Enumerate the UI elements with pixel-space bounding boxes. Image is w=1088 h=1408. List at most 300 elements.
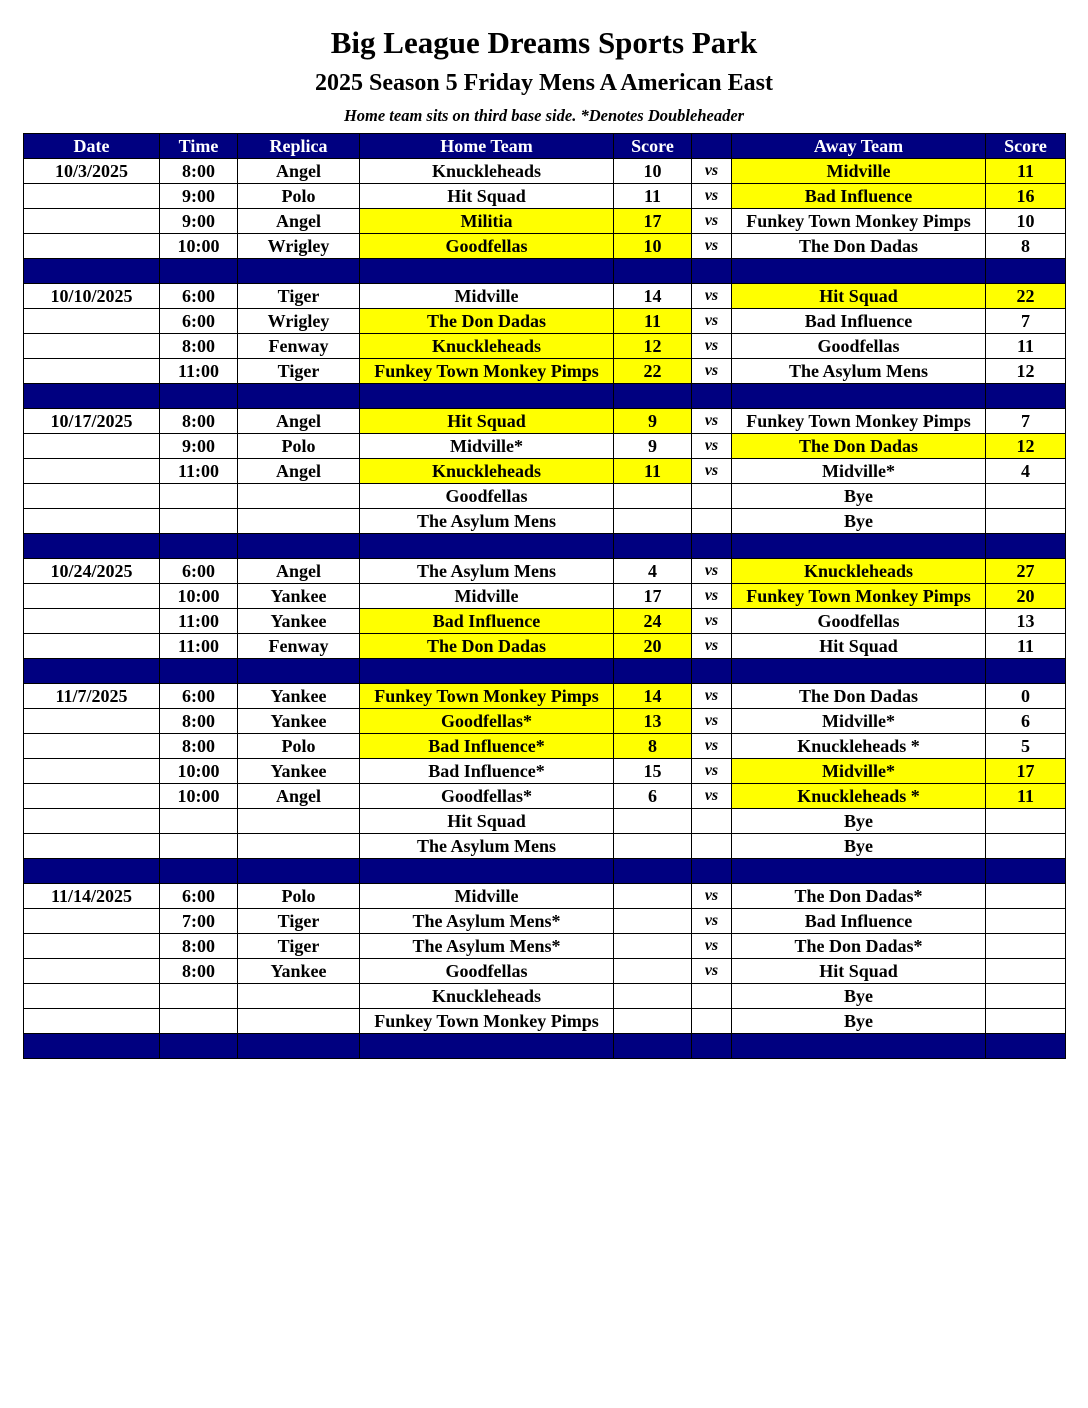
away-team-cell: The Asylum Mens [732, 359, 986, 384]
table-row [24, 759, 1066, 784]
table-row [24, 909, 1066, 934]
time-cell: 10:00 [160, 759, 238, 784]
away-score-cell [986, 984, 1066, 1009]
separator-cell [160, 659, 238, 684]
replica-cell [238, 484, 360, 509]
replica-cell: Angel [238, 459, 360, 484]
replica-cell: Tiger [238, 359, 360, 384]
replica-cell: Fenway [238, 634, 360, 659]
away-score-cell [986, 959, 1066, 984]
vs-cell: vs [692, 334, 732, 359]
date-cell [24, 434, 160, 459]
separator-cell [986, 384, 1066, 409]
home-team-cell: Midville [360, 284, 614, 309]
home-team-cell: Hit Squad [360, 809, 614, 834]
home-team-cell: The Don Dadas [360, 634, 614, 659]
time-cell: 11:00 [160, 609, 238, 634]
week-separator-row [24, 859, 1066, 884]
date-cell [24, 709, 160, 734]
home-team-cell: Knuckleheads [360, 459, 614, 484]
home-team-cell: Hit Squad [360, 409, 614, 434]
away-team-cell: The Don Dadas [732, 234, 986, 259]
away-score-cell [986, 809, 1066, 834]
vs-cell: vs [692, 284, 732, 309]
separator-cell [24, 384, 160, 409]
replica-cell [238, 1009, 360, 1034]
week-separator-row [24, 259, 1066, 284]
vs-cell: vs [692, 359, 732, 384]
table-row [24, 634, 1066, 659]
vs-cell [692, 834, 732, 859]
table-row [24, 934, 1066, 959]
away-score-cell: 11 [986, 159, 1066, 184]
replica-cell: Tiger [238, 909, 360, 934]
separator-cell [986, 1034, 1066, 1059]
time-cell: 10:00 [160, 784, 238, 809]
replica-cell: Fenway [238, 334, 360, 359]
vs-cell: vs [692, 234, 732, 259]
replica-cell: Yankee [238, 959, 360, 984]
home-score-cell [614, 809, 692, 834]
time-cell [160, 1009, 238, 1034]
away-team-cell: Bad Influence [732, 309, 986, 334]
table-row [24, 784, 1066, 809]
home-team-cell: Midville [360, 884, 614, 909]
home-score-cell: 14 [614, 284, 692, 309]
separator-cell [160, 859, 238, 884]
home-score-cell: 9 [614, 434, 692, 459]
home-team-cell: Bad Influence [360, 609, 614, 634]
table-row [24, 959, 1066, 984]
date-cell [24, 584, 160, 609]
separator-cell [692, 384, 732, 409]
away-team-cell: Bye [732, 509, 986, 534]
date-cell: 11/14/2025 [24, 884, 160, 909]
vs-cell: vs [692, 609, 732, 634]
vs-cell: vs [692, 909, 732, 934]
home-score-cell: 11 [614, 459, 692, 484]
time-cell: 6:00 [160, 884, 238, 909]
home-team-cell: Knuckleheads [360, 984, 614, 1009]
vs-cell: vs [692, 459, 732, 484]
separator-cell [692, 659, 732, 684]
home-score-cell: 10 [614, 234, 692, 259]
home-score-cell [614, 484, 692, 509]
replica-cell: Yankee [238, 709, 360, 734]
vs-cell: vs [692, 934, 732, 959]
time-cell: 9:00 [160, 434, 238, 459]
time-cell [160, 509, 238, 534]
date-cell [24, 359, 160, 384]
away-team-cell: Hit Squad [732, 634, 986, 659]
table-row [24, 434, 1066, 459]
separator-cell [614, 384, 692, 409]
vs-cell: vs [692, 184, 732, 209]
replica-cell [238, 984, 360, 1009]
table-row [24, 209, 1066, 234]
table-row [24, 459, 1066, 484]
column-header-home-score: Score [614, 134, 692, 159]
away-team-cell: Hit Squad [732, 959, 986, 984]
date-cell: 10/3/2025 [24, 159, 160, 184]
separator-cell [238, 534, 360, 559]
date-cell [24, 834, 160, 859]
home-team-cell: Bad Influence* [360, 759, 614, 784]
separator-cell [732, 659, 986, 684]
home-team-cell: Goodfellas* [360, 709, 614, 734]
home-team-cell: Midville [360, 584, 614, 609]
table-row [24, 184, 1066, 209]
away-score-cell: 5 [986, 734, 1066, 759]
away-score-cell: 27 [986, 559, 1066, 584]
table-row [24, 234, 1066, 259]
table-row [24, 809, 1066, 834]
table-row [24, 884, 1066, 909]
home-score-cell: 22 [614, 359, 692, 384]
away-team-cell: The Don Dadas [732, 684, 986, 709]
away-team-cell: Knuckleheads * [732, 734, 986, 759]
vs-cell: vs [692, 959, 732, 984]
replica-cell: Polo [238, 184, 360, 209]
away-team-cell: The Don Dadas* [732, 934, 986, 959]
away-team-cell: Bad Influence [732, 909, 986, 934]
week-separator-row [24, 659, 1066, 684]
date-cell [24, 184, 160, 209]
table-row [24, 559, 1066, 584]
time-cell: 10:00 [160, 234, 238, 259]
replica-cell: Yankee [238, 584, 360, 609]
separator-cell [360, 859, 614, 884]
separator-cell [986, 534, 1066, 559]
time-cell: 8:00 [160, 709, 238, 734]
vs-cell [692, 809, 732, 834]
time-cell: 8:00 [160, 159, 238, 184]
away-score-cell [986, 834, 1066, 859]
vs-cell: vs [692, 434, 732, 459]
separator-cell [360, 259, 614, 284]
away-team-cell: Knuckleheads * [732, 784, 986, 809]
time-cell [160, 484, 238, 509]
separator-cell [614, 534, 692, 559]
home-score-cell: 17 [614, 584, 692, 609]
away-score-cell [986, 934, 1066, 959]
table-row [24, 334, 1066, 359]
home-team-cell: Hit Squad [360, 184, 614, 209]
home-score-cell [614, 884, 692, 909]
away-score-cell: 11 [986, 784, 1066, 809]
away-team-cell: Bye [732, 984, 986, 1009]
home-score-cell [614, 834, 692, 859]
time-cell: 11:00 [160, 634, 238, 659]
replica-cell: Angel [238, 559, 360, 584]
table-row [24, 284, 1066, 309]
date-cell [24, 809, 160, 834]
away-team-cell: The Don Dadas [732, 434, 986, 459]
week-separator-row [24, 534, 1066, 559]
vs-cell: vs [692, 734, 732, 759]
time-cell: 8:00 [160, 409, 238, 434]
table-row [24, 834, 1066, 859]
separator-cell [238, 384, 360, 409]
date-cell [24, 459, 160, 484]
date-cell [24, 984, 160, 1009]
replica-cell [238, 809, 360, 834]
date-cell [24, 209, 160, 234]
home-team-cell: Funkey Town Monkey Pimps [360, 359, 614, 384]
vs-cell [692, 984, 732, 1009]
time-cell: 6:00 [160, 559, 238, 584]
away-team-cell: Midville [732, 159, 986, 184]
vs-cell: vs [692, 709, 732, 734]
vs-cell: vs [692, 884, 732, 909]
away-score-cell: 7 [986, 409, 1066, 434]
separator-cell [24, 1034, 160, 1059]
home-team-cell: Bad Influence* [360, 734, 614, 759]
separator-cell [24, 534, 160, 559]
replica-cell: Polo [238, 434, 360, 459]
separator-cell [614, 859, 692, 884]
home-score-cell: 10 [614, 159, 692, 184]
home-score-cell: 17 [614, 209, 692, 234]
away-score-cell [986, 1009, 1066, 1034]
replica-cell: Polo [238, 734, 360, 759]
vs-cell: vs [692, 559, 732, 584]
date-cell [24, 484, 160, 509]
away-team-cell: Goodfellas [732, 334, 986, 359]
separator-cell [238, 1034, 360, 1059]
schedule-table [23, 133, 1066, 1059]
separator-cell [238, 659, 360, 684]
away-team-cell: Bad Influence [732, 184, 986, 209]
page-title: Big League Dreams Sports Park [330, 25, 758, 60]
time-cell: 6:00 [160, 309, 238, 334]
away-team-cell: Midville* [732, 459, 986, 484]
date-cell: 10/24/2025 [24, 559, 160, 584]
date-cell [24, 609, 160, 634]
time-cell: 6:00 [160, 684, 238, 709]
separator-cell [238, 859, 360, 884]
time-cell [160, 984, 238, 1009]
table-row [24, 609, 1066, 634]
away-score-cell: 0 [986, 684, 1066, 709]
date-cell [24, 309, 160, 334]
column-header-away-score: Score [986, 134, 1066, 159]
replica-cell: Yankee [238, 684, 360, 709]
column-header-vs [692, 134, 732, 159]
away-score-cell: 16 [986, 184, 1066, 209]
replica-cell: Angel [238, 784, 360, 809]
home-team-cell: Funkey Town Monkey Pimps [360, 1009, 614, 1034]
vs-cell [692, 1009, 732, 1034]
time-cell: 11:00 [160, 359, 238, 384]
time-cell: 8:00 [160, 959, 238, 984]
home-team-cell: The Asylum Mens [360, 834, 614, 859]
away-team-cell: Bye [732, 834, 986, 859]
vs-cell: vs [692, 584, 732, 609]
vs-cell: vs [692, 684, 732, 709]
away-team-cell: Funkey Town Monkey Pimps [732, 584, 986, 609]
separator-cell [986, 659, 1066, 684]
home-score-cell: 6 [614, 784, 692, 809]
away-score-cell [986, 884, 1066, 909]
table-row [24, 509, 1066, 534]
home-score-cell: 12 [614, 334, 692, 359]
date-cell: 11/7/2025 [24, 684, 160, 709]
home-score-cell: 24 [614, 609, 692, 634]
home-score-cell: 20 [614, 634, 692, 659]
away-score-cell: 22 [986, 284, 1066, 309]
date-cell: 10/17/2025 [24, 409, 160, 434]
away-score-cell: 13 [986, 609, 1066, 634]
away-score-cell: 4 [986, 459, 1066, 484]
separator-cell [238, 259, 360, 284]
replica-cell: Wrigley [238, 234, 360, 259]
home-score-cell: 11 [614, 184, 692, 209]
vs-cell: vs [692, 209, 732, 234]
home-team-cell: Goodfellas [360, 959, 614, 984]
table-row [24, 484, 1066, 509]
separator-cell [360, 1034, 614, 1059]
time-cell: 10:00 [160, 584, 238, 609]
replica-cell [238, 834, 360, 859]
replica-cell: Angel [238, 209, 360, 234]
away-team-cell: Bye [732, 809, 986, 834]
table-row [24, 1009, 1066, 1034]
away-team-cell: Midville* [732, 759, 986, 784]
separator-cell [160, 1034, 238, 1059]
time-cell: 9:00 [160, 209, 238, 234]
separator-cell [360, 534, 614, 559]
home-score-cell [614, 934, 692, 959]
away-team-cell: Knuckleheads [732, 559, 986, 584]
page-subtitle: 2025 Season 5 Friday Mens A American East [314, 70, 773, 96]
home-score-cell: 4 [614, 559, 692, 584]
home-team-cell: Funkey Town Monkey Pimps [360, 684, 614, 709]
table-row [24, 409, 1066, 434]
away-score-cell: 8 [986, 234, 1066, 259]
separator-cell [692, 534, 732, 559]
vs-cell: vs [692, 159, 732, 184]
replica-cell: Yankee [238, 609, 360, 634]
week-separator-row [24, 384, 1066, 409]
away-score-cell [986, 909, 1066, 934]
home-team-cell: The Asylum Mens [360, 509, 614, 534]
column-header-away-team: Away Team [732, 134, 986, 159]
home-team-cell: Militia [360, 209, 614, 234]
vs-cell: vs [692, 759, 732, 784]
separator-cell [692, 859, 732, 884]
vs-cell: vs [692, 309, 732, 334]
home-team-cell: Goodfellas [360, 484, 614, 509]
separator-cell [732, 534, 986, 559]
separator-cell [360, 659, 614, 684]
away-score-cell: 10 [986, 209, 1066, 234]
away-score-cell [986, 509, 1066, 534]
replica-cell: Angel [238, 159, 360, 184]
time-cell [160, 809, 238, 834]
home-team-cell: The Asylum Mens* [360, 909, 614, 934]
away-team-cell: Bye [732, 484, 986, 509]
vs-cell [692, 484, 732, 509]
home-score-cell: 15 [614, 759, 692, 784]
table-row [24, 684, 1066, 709]
separator-cell [692, 1034, 732, 1059]
table-row [24, 584, 1066, 609]
time-cell: 7:00 [160, 909, 238, 934]
away-score-cell: 12 [986, 434, 1066, 459]
replica-cell: Polo [238, 884, 360, 909]
date-cell [24, 909, 160, 934]
home-team-cell: Knuckleheads [360, 159, 614, 184]
separator-cell [24, 259, 160, 284]
table-row [24, 159, 1066, 184]
away-score-cell: 20 [986, 584, 1066, 609]
home-score-cell [614, 909, 692, 934]
vs-cell: vs [692, 784, 732, 809]
time-cell: 11:00 [160, 459, 238, 484]
table-row [24, 734, 1066, 759]
away-team-cell: Midville* [732, 709, 986, 734]
away-team-cell: Funkey Town Monkey Pimps [732, 409, 986, 434]
schedule-note: Home team sits on third base side. *Denotes Doubleheader [343, 106, 745, 125]
separator-cell [732, 859, 986, 884]
away-score-cell: 17 [986, 759, 1066, 784]
time-cell [160, 834, 238, 859]
replica-cell: Angel [238, 409, 360, 434]
replica-cell: Wrigley [238, 309, 360, 334]
separator-cell [732, 259, 986, 284]
separator-cell [732, 384, 986, 409]
away-team-cell: Funkey Town Monkey Pimps [732, 209, 986, 234]
separator-cell [614, 1034, 692, 1059]
vs-cell: vs [692, 409, 732, 434]
away-team-cell: Goodfellas [732, 609, 986, 634]
away-score-cell: 11 [986, 634, 1066, 659]
column-header-replica: Replica [238, 134, 360, 159]
separator-cell [732, 1034, 986, 1059]
home-score-cell [614, 509, 692, 534]
home-score-cell [614, 984, 692, 1009]
week-separator-row [24, 1034, 1066, 1059]
date-cell [24, 784, 160, 809]
away-score-cell: 11 [986, 334, 1066, 359]
home-score-cell [614, 1009, 692, 1034]
away-team-cell: The Don Dadas* [732, 884, 986, 909]
table-row [24, 359, 1066, 384]
date-cell [24, 1009, 160, 1034]
column-header-time: Time [160, 134, 238, 159]
date-cell [24, 634, 160, 659]
table-row [24, 309, 1066, 334]
home-team-cell: Midville* [360, 434, 614, 459]
separator-cell [986, 259, 1066, 284]
separator-cell [692, 259, 732, 284]
schedule-body [24, 159, 1066, 1059]
separator-cell [160, 259, 238, 284]
separator-cell [614, 659, 692, 684]
time-cell: 6:00 [160, 284, 238, 309]
away-score-cell: 7 [986, 309, 1066, 334]
date-cell: 10/10/2025 [24, 284, 160, 309]
home-score-cell: 11 [614, 309, 692, 334]
time-cell: 8:00 [160, 934, 238, 959]
table-row [24, 984, 1066, 1009]
replica-cell [238, 509, 360, 534]
replica-cell: Yankee [238, 759, 360, 784]
separator-cell [24, 859, 160, 884]
away-score-cell: 6 [986, 709, 1066, 734]
vs-cell: vs [692, 634, 732, 659]
